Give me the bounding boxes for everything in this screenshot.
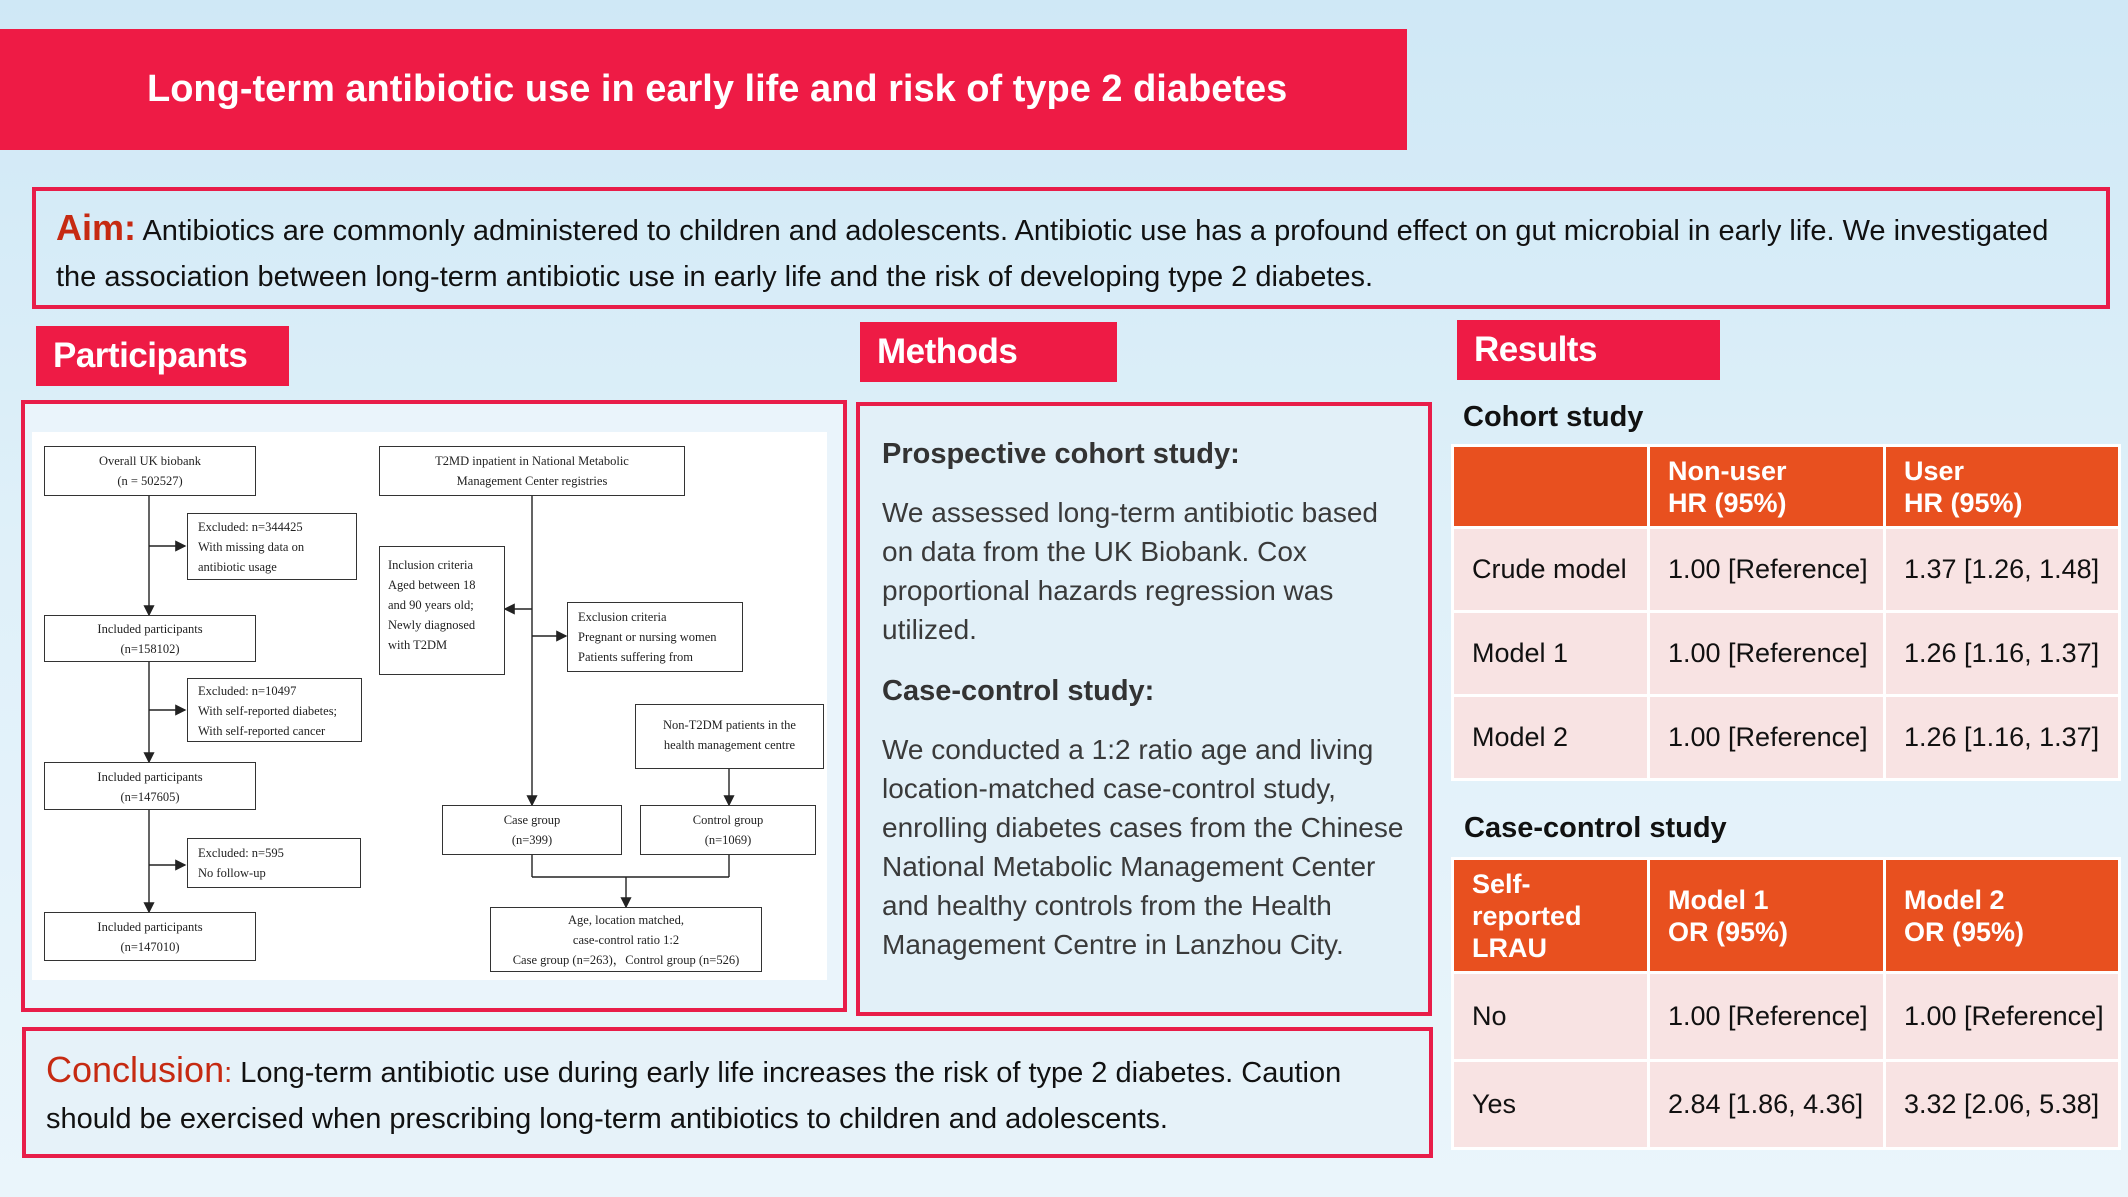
- flow-text: and 90 years old;: [388, 598, 474, 612]
- flow-text: Pregnant or nursing women: [578, 630, 717, 644]
- flow-inclusion-criteria: [379, 546, 505, 675]
- case-control-title: Case-control study: [1464, 812, 1727, 844]
- conclusion-text: Long-term antibiotic use during early life increases the risk of type 2 diabetes. Caution should be exercised when prescribing long-term antibiotics to children and adolescents.: [46, 1057, 1342, 1135]
- flow-text: Inclusion criteria: [388, 558, 474, 572]
- flow-text: Included participants: [97, 920, 203, 934]
- flow-excluded-1: [187, 513, 357, 580]
- table-row: [1453, 528, 2120, 612]
- flow-text: (n = 502527): [117, 474, 183, 488]
- participants-flowchart: [32, 432, 827, 980]
- header-cell: Model 2 OR (95%): [1885, 859, 2120, 973]
- table-cell: 1.00 [Reference]: [1649, 973, 1885, 1061]
- flow-text: Control group: [692, 813, 764, 827]
- flow-text: Newly diagnosed: [388, 618, 476, 632]
- results-heading: [1457, 320, 1720, 380]
- header-cell: Model 1 OR (95%): [1649, 859, 1885, 973]
- flow-text: with T2DM: [388, 638, 448, 652]
- table-cell: Yes: [1453, 1061, 1649, 1149]
- flow-text: (n=1069): [704, 833, 752, 847]
- table-cell: Crude model: [1453, 528, 1649, 612]
- flow-text: case-control ratio 1:2: [572, 933, 680, 947]
- case-control-heading: Case-control study:: [882, 675, 1155, 707]
- table-cell: 2.84 [1.86, 4.36]: [1649, 1061, 1885, 1149]
- cohort-results-table: [1451, 444, 2121, 781]
- flow-text: Aged between 18: [388, 578, 476, 592]
- header-cell: User HR (95%): [1885, 446, 2120, 528]
- conclusion-label: Conclusion: [46, 1049, 225, 1090]
- title-banner: [0, 29, 1407, 150]
- flow-text: With missing data on: [198, 540, 305, 554]
- flow-excluded-3: [187, 838, 361, 888]
- table-header-row: [1453, 446, 2120, 528]
- flow-included-3: [44, 912, 256, 961]
- table-cell: 1.00 [Reference]: [1649, 696, 1885, 780]
- case-control-results-table: [1451, 857, 2121, 1150]
- flow-text: (n=399): [511, 833, 553, 847]
- flow-text: health management centre: [663, 738, 796, 752]
- flow-text: T2MD inpatient in National Metabolic: [435, 454, 629, 468]
- table-header-row: [1453, 859, 2120, 973]
- flow-text: Management Center registries: [456, 474, 608, 488]
- participants-heading: [36, 326, 289, 386]
- table-cell: 1.00 [Reference]: [1649, 528, 1885, 612]
- flow-text: Case group (n=263)，Control group (n=526): [512, 953, 740, 967]
- header-cell: Non-user HR (95%): [1649, 446, 1885, 528]
- flow-excluded-2: [187, 678, 362, 742]
- table-cell: 1.26 [1.16, 1.37]: [1885, 612, 2120, 696]
- flow-text: Included participants: [97, 622, 203, 636]
- table-cell: 1.37 [1.26, 1.48]: [1885, 528, 2120, 612]
- table-cell: 1.00 [Reference]: [1885, 973, 2120, 1061]
- conclusion-sep: :: [224, 1057, 233, 1089]
- flow-t2md-inpatient: [379, 446, 685, 496]
- flow-text: With self-reported diabetes;: [198, 704, 338, 718]
- flow-text: Patients suffering from: [578, 650, 694, 664]
- table-cell: 3.32 [2.06, 5.38]: [1885, 1061, 2120, 1149]
- flow-text: (n=147010): [120, 940, 180, 954]
- aim-box: [32, 187, 2110, 309]
- conclusion-box: [22, 1027, 1433, 1158]
- table-row: [1453, 973, 2120, 1061]
- table-row: [1453, 612, 2120, 696]
- header-cell: [1453, 446, 1649, 528]
- aim-label: Aim:: [56, 207, 136, 248]
- flow-matched: [490, 907, 762, 972]
- flow-text: Exclusion criteria: [578, 610, 667, 624]
- cohort-study-title: Cohort study: [1463, 401, 1644, 433]
- methods-heading: [860, 322, 1117, 382]
- table-cell: Model 1: [1453, 612, 1649, 696]
- header-cell: Self- reported LRAU: [1453, 859, 1649, 973]
- flow-text: No follow-up: [198, 866, 266, 880]
- cohort-study-text: We assessed long-term antibiotic based on data from the UK Biobank. Cox proportional hazards regression was utilized.: [882, 497, 1378, 645]
- flow-text: Excluded: n=10497: [198, 684, 297, 698]
- flow-non-t2dm: [635, 704, 824, 769]
- table-row: [1453, 696, 2120, 780]
- results-heading-label: Results: [1474, 330, 1597, 369]
- participants-heading-label: Participants: [53, 336, 248, 375]
- flow-text: Non-T2DM patients in the: [663, 718, 796, 732]
- methods-box: [856, 402, 1432, 1016]
- table-cell: Model 2: [1453, 696, 1649, 780]
- flow-text: Overall UK biobank: [98, 454, 202, 468]
- table-cell: 1.00 [Reference]: [1649, 612, 1885, 696]
- table-cell: 1.26 [1.16, 1.37]: [1885, 696, 2120, 780]
- flow-text: Included participants: [97, 770, 203, 784]
- flow-included-2: [44, 762, 256, 810]
- table-cell: No: [1453, 973, 1649, 1061]
- page-title: Long-term antibiotic use in early life and risk of type 2 diabetes: [147, 68, 1288, 110]
- aim-text: Antibiotics are commonly administered to children and adolescents. Antibiotic use has a profound effect on gut microbial in early life. We investigated the association between long-term antibiotic use in early life and the risk of developing type 2 diabetes.: [56, 215, 2049, 293]
- flow-overall-ukb: [44, 446, 256, 496]
- flow-text: Excluded: n=595: [198, 846, 284, 860]
- methods-heading-label: Methods: [877, 332, 1018, 371]
- flow-included-1: [44, 615, 256, 662]
- table-row: [1453, 1061, 2120, 1149]
- case-control-text: We conducted a 1:2 ratio age and living location-matched case-control study, enrolling diabetes cases from the Chinese National Metabolic Management Center and healthy controls from the Health Management Centre in Lanzhou City.: [882, 734, 1404, 960]
- flow-text: Age, location matched,: [568, 913, 684, 927]
- flow-exclusion-criteria: [567, 602, 743, 672]
- flow-text: antibiotic usage: [198, 560, 277, 574]
- flow-control-group: [640, 805, 816, 855]
- flow-case-group: [442, 805, 622, 855]
- flow-text: (n=147605): [120, 790, 180, 804]
- flow-text: Excluded: n=344425: [198, 520, 303, 534]
- flow-text: Case group: [503, 813, 561, 827]
- cohort-study-heading: Prospective cohort study:: [882, 438, 1240, 470]
- flow-text: (n=158102): [120, 642, 180, 656]
- flow-text: With self-reported cancer: [198, 724, 326, 738]
